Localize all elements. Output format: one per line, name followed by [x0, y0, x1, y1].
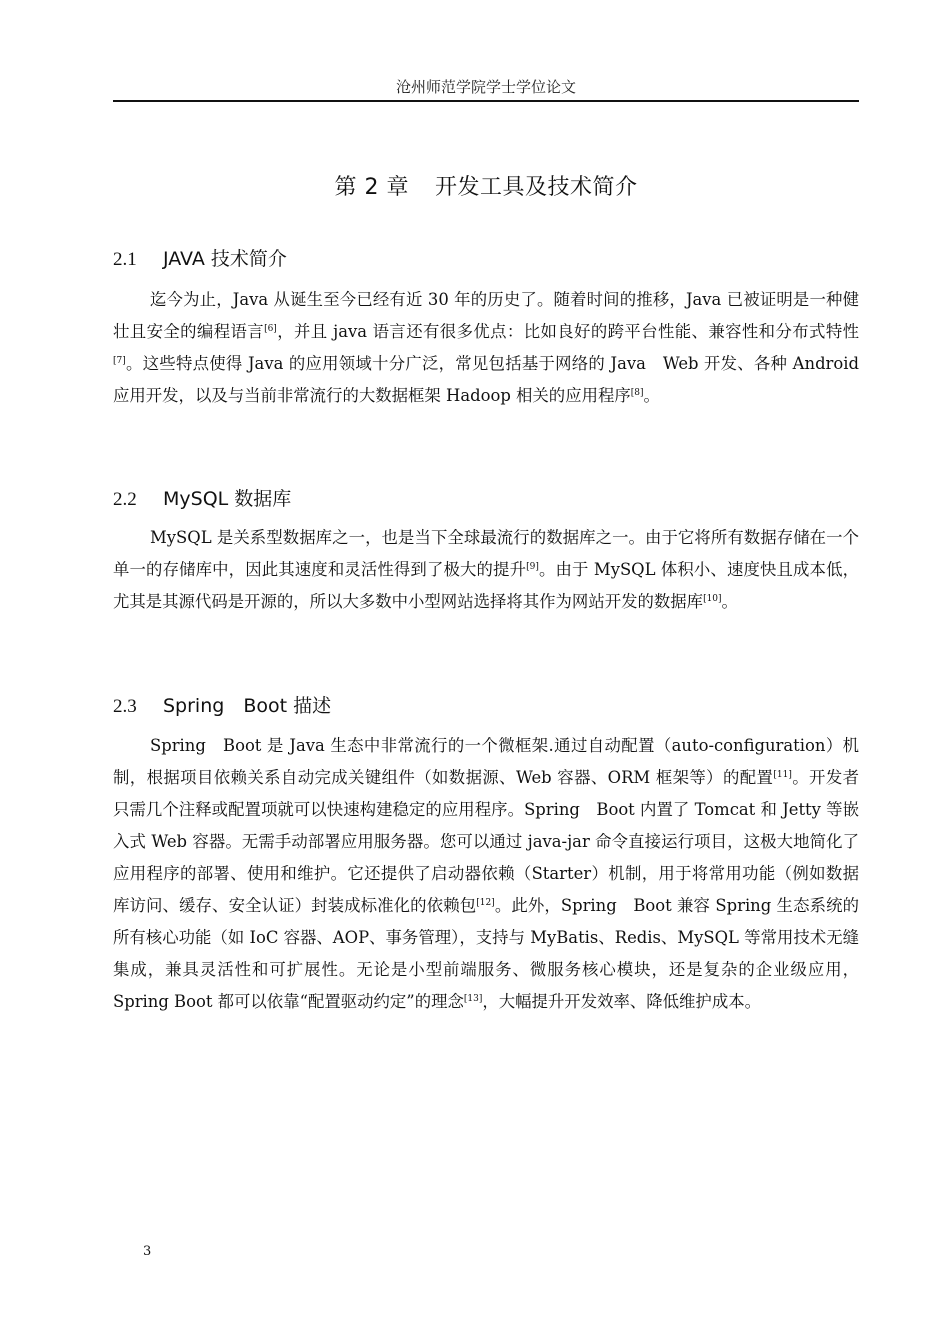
section-heading-2-1 — [113, 244, 287, 271]
section-title: JAVA 技术简介 — [163, 248, 287, 270]
paragraph-text: 。由于 MySQL 体积小、速度快且成本低，尤其是其源代码是开源的，所以大多数中小型网站选择将其作为网站开发的数据库 — [113, 560, 860, 611]
paragraph-text: 。开发者只需几个注释或配置项就可以快速构建稳定的应用程序。Spring Boot 内置了 Tomcat 和 Jetty 等嵌入式 Web 容器。无需手动部署应用服务器。您可以通过 java-jar 命令直接运行项目，这极大地简化了应用程序的部署、使用和维护。它还提供了启动器依赖（Starter）机制，用于将常用功能（例如数据库访问、缓存、安全认证）封装成标准化的依赖包 — [113, 768, 860, 915]
paragraph-text: ，并且 java 语言还有很多优点：比如良好的跨平台性能、兼容性和分布式特性 — [276, 322, 859, 341]
section-paragraph — [113, 730, 859, 1018]
section-heading-2-2 — [113, 484, 291, 511]
running-header: 沧州师范学院学士学位论文 — [395, 78, 576, 96]
paragraph-text: 。 — [643, 386, 660, 405]
citation-ref: [10] — [703, 594, 722, 604]
chapter-title — [113, 170, 859, 201]
paragraph-text: MySQL 是关系型数据库之一，也是当下全球最流行的数据库之一。由于它将所有数据存储在一个单一的存储库中，因此其速度和灵活性得到了极大的提升 — [113, 528, 859, 579]
citation-ref: [8] — [630, 388, 644, 398]
citation-ref: [7] — [113, 356, 126, 366]
paragraph-text: Spring Boot 是 Java 生态中非常流行的一个微框架.通过自动配置（auto-configuration）机制，根据项目依赖关系自动完成关键组件（如数据源、Web 容器、ORM 框架等）的配置 — [113, 736, 859, 787]
paragraph-text: 。这些特点使得 Java 的应用领域十分广泛，常见包括基于网络的 Java Web 开发、各种 Android 应用开发，以及与当前非常流行的大数据框架 Hadoop 相关的应用程序 — [113, 354, 859, 405]
section-paragraph — [113, 522, 859, 618]
page-number: 3 — [143, 1244, 152, 1259]
paragraph-text: 迄今为止，Java 从诞生至今已经有近 30 年的历史了。随着时间的推移，Java 已被证明是一种健壮且安全的编程语言 — [113, 290, 859, 341]
paragraph-text: 。 — [721, 592, 738, 611]
section-title: MySQL 数据库 — [163, 488, 292, 510]
chapter-name: 开发工具及技术简介 — [434, 175, 638, 200]
section-heading-2-3 — [113, 691, 331, 718]
section-number: 2.3 — [113, 696, 137, 717]
section-title: Spring Boot 描述 — [163, 695, 332, 717]
paragraph-text: ，大幅提升开发效率、降低维护成本。 — [482, 992, 761, 1011]
citation-ref: [6] — [264, 324, 277, 334]
citation-ref: [13] — [463, 994, 483, 1004]
section-number: 2.2 — [113, 489, 137, 510]
header-rule — [113, 100, 859, 102]
citation-ref: [12] — [476, 898, 495, 908]
citation-ref: [9] — [526, 562, 539, 572]
section-paragraph — [113, 284, 859, 412]
chapter-number: 第 2 章 — [334, 175, 409, 200]
citation-ref: [11] — [773, 770, 792, 780]
section-number: 2.1 — [113, 249, 137, 270]
paragraph-text: 。此外，Spring Boot 兼容 Spring 生态系统的所有核心功能（如 IoC 容器、AOP、事务管理），支持与 MyBatis、Redis、MySQL 等常用技术无缝集成，兼具灵活性和可扩展性。无论是小型前端服务、微服务核心模块，还是复杂的企业级应用，Spring Boot 都可以依靠“配置驱动约定”的理念 — [113, 896, 859, 1011]
